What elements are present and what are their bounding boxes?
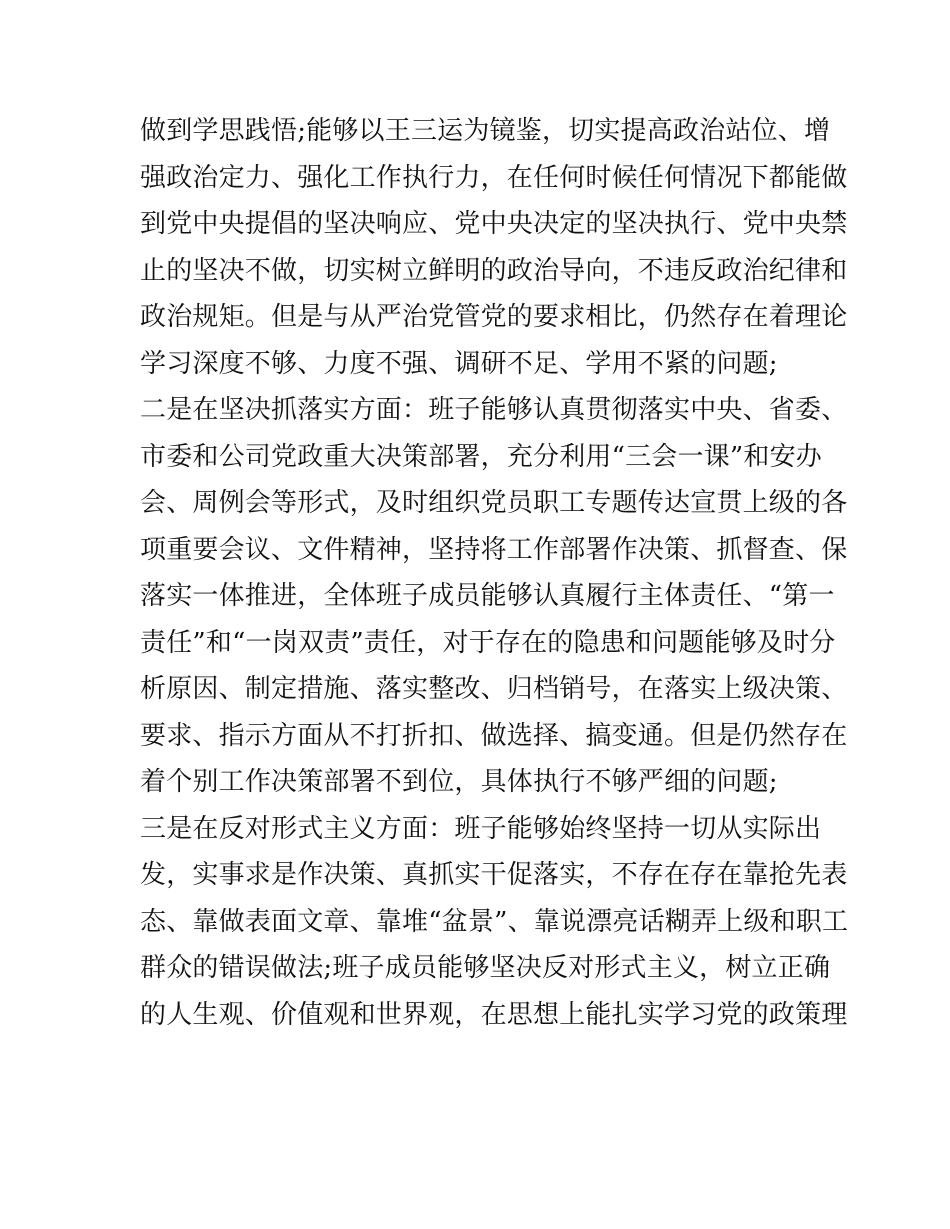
text-line: 到党中央提倡的坚决响应、党中央决定的坚决执行、党中央禁	[140, 209, 848, 239]
text-line: 要求、指示方面从不打折扣、做选择、搞变通。但是仍然存在	[140, 720, 848, 751]
text-line: 强政治定力、强化工作执行力，在任何时候任何情况下都能做	[140, 162, 848, 193]
text-line: 落实一体推进，全体班子成员能够认真履行主体责任、“第一	[140, 581, 835, 611]
text-line: 着个别工作决策部署不到位，具体执行不够严细的问题;	[140, 767, 778, 797]
text-line: 发，实事求是作决策、真抓实干促落实，不存在存在靠抢先表	[140, 860, 848, 890]
text-line: 态、靠做表面文章、靠堆“盆景”、靠说漂亮话糊弄上级和职工	[140, 906, 849, 937]
body-text	[140, 108, 849, 1038]
text-line: 学习深度不够、力度不强、调研不足、学用不紧的问题;	[140, 348, 778, 379]
text-line: 的人生观、价值观和世界观，在思想上能扎实学习党的政策理	[140, 999, 848, 1030]
text-line: 市委和公司党政重大决策部署，充分利用“三会一课”和安办	[140, 441, 822, 472]
text-line: 做到学思践悟;能够以王三运为镜鉴，切实提高政治站位、增	[140, 116, 831, 146]
text-line: 责任”和“一岗双责”责任，对于存在的隐患和问题能够及时分	[140, 627, 836, 658]
text-line: 三是在反对形式主义方面：班子能够始终坚持一切从实际出	[140, 813, 822, 844]
text-line: 止的坚决不做，切实树立鲜明的政治导向，不违反政治纪律和	[140, 255, 848, 286]
text-line: 项重要会议、文件精神，坚持将工作部署作决策、抓督查、保	[140, 534, 848, 565]
text-line: 政治规矩。但是与从严治党管党的要求相比，仍然存在着理论	[140, 302, 848, 332]
text-line: 群众的错误做法;班子成员能够坚决反对形式主义，树立正确	[140, 953, 831, 983]
text-line: 二是在坚决抓落实方面：班子能够认真贯彻落实中央、省委、	[140, 395, 848, 425]
text-line: 析原因、制定措施、落实整改、归档销号，在落实上级决策、	[140, 674, 848, 704]
text-line: 会、周例会等形式，及时组织党员职工专题传达宣贯上级的各	[140, 488, 848, 518]
